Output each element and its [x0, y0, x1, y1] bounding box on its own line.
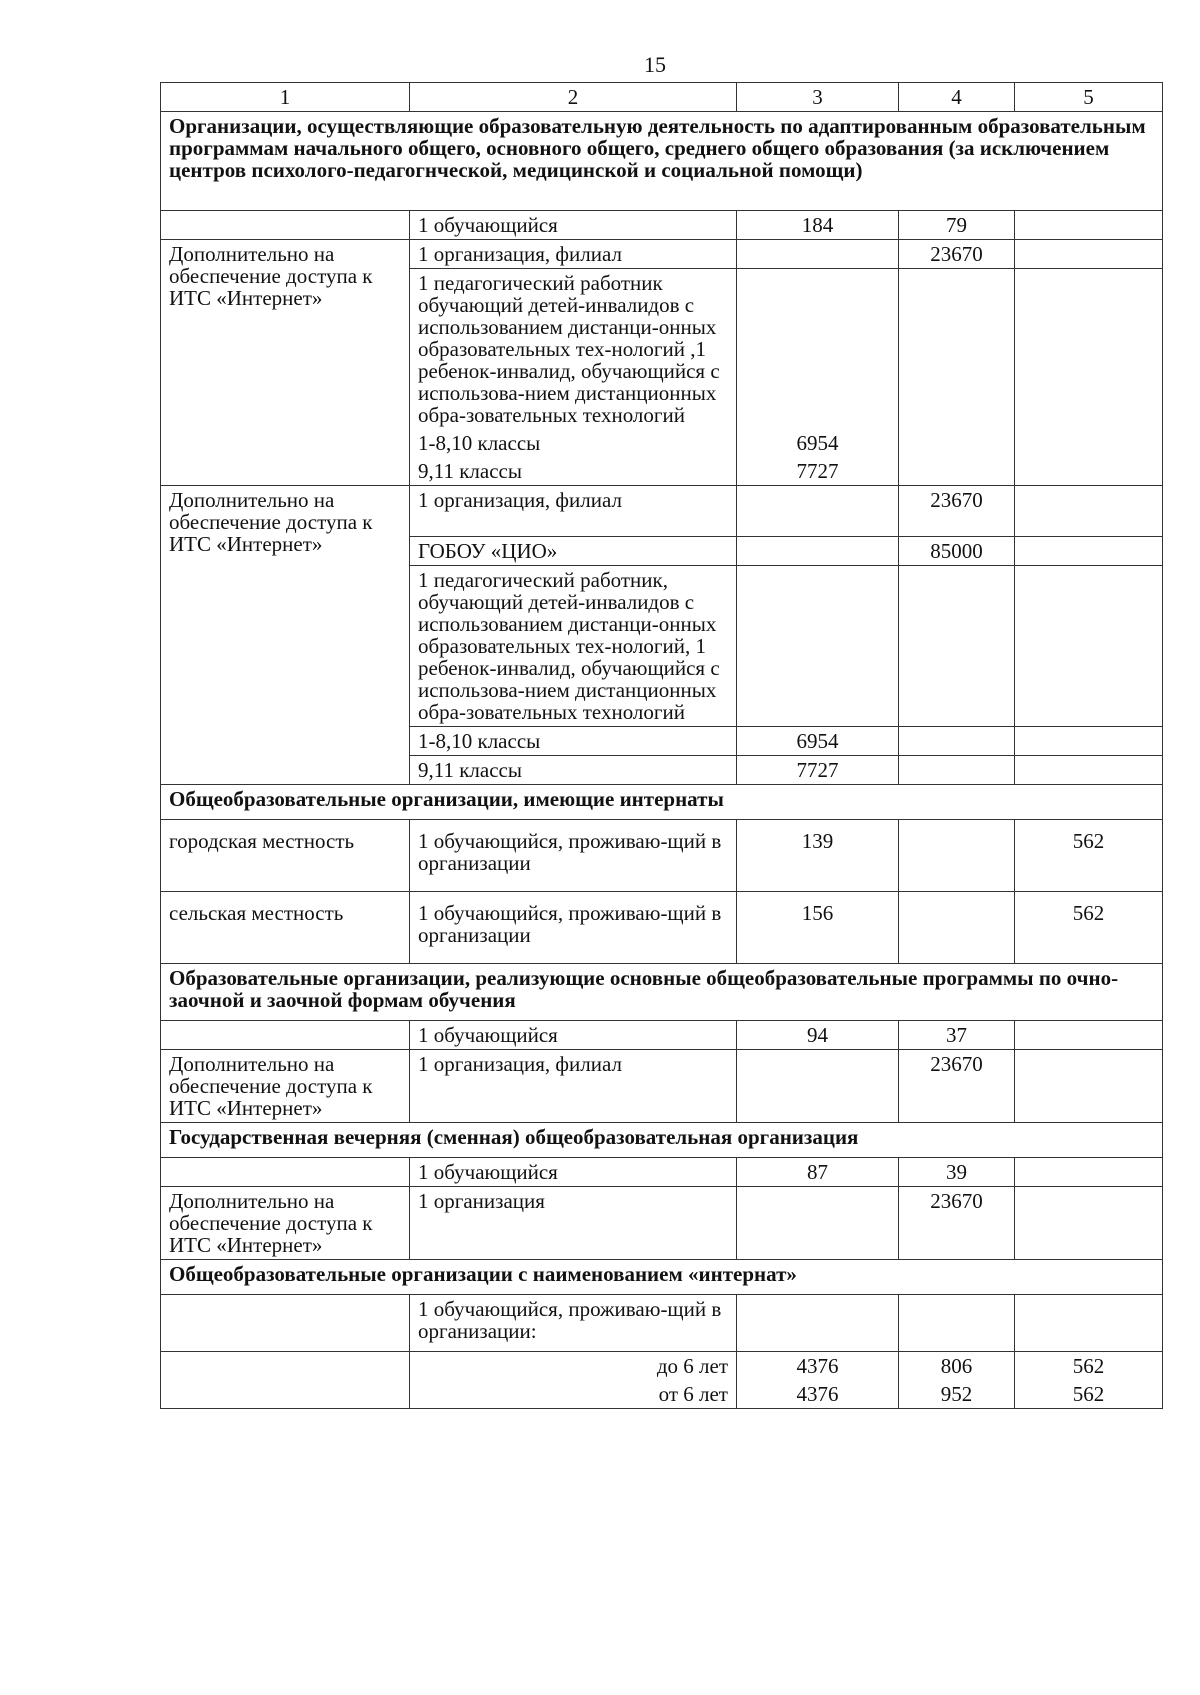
- cell-empty: [1015, 269, 1163, 486]
- cell-empty: [1015, 1187, 1163, 1260]
- cell-col4: 37: [899, 1021, 1015, 1050]
- column-number-row: [161, 83, 1163, 112]
- cell-col3: 156: [737, 892, 899, 964]
- cell-unit: 1 педагогический работник обучающий детей-инвалидов с использованием дистанци-онных образовательных тех-нологий ,1 ребенок-инвалид, обучающийся с использова-нием дистанционных обра-зовательных технологий: [410, 269, 737, 430]
- tariff-table: [160, 82, 1163, 1409]
- cell-col3: 139: [737, 820, 899, 892]
- cell-col4: 79: [899, 211, 1015, 240]
- cell-unit: 1 обучающийся: [410, 1021, 737, 1050]
- section-title: Общеобразовательные организации, имеющие интернаты: [161, 785, 1163, 820]
- page-number: 15: [644, 52, 666, 77]
- cell-label: сельская местность: [161, 892, 410, 964]
- cell-unit: 1-8,10 классы: [410, 727, 737, 756]
- cell-col4: 39: [899, 1158, 1015, 1187]
- cell-empty: [899, 892, 1015, 964]
- cell-col4: 85000: [899, 537, 1015, 566]
- cell-unit: 1 педагогический работник, обучающий детей-инвалидов с использованием дистанци-онных образовательных тех-нологий, 1 ребенок-инвалид, обучающийся с использова-нием дистанционных обра-зовательных технологий: [410, 566, 737, 727]
- cell-empty: [737, 269, 899, 430]
- cell-empty: [899, 756, 1015, 785]
- cell-unit: 1 организация: [410, 1187, 737, 1260]
- cell-unit: до 6 лет: [410, 1352, 737, 1381]
- cell-empty: [1015, 1295, 1163, 1352]
- cell-col5: 562: [1015, 1352, 1163, 1381]
- cell-empty: [737, 537, 899, 566]
- section-title: Образовательные организации, реализующие основные общеобразовательные программы по очно-заочной и заочной формам обучения: [161, 964, 1163, 1021]
- cell-unit: от 6 лет: [410, 1380, 737, 1409]
- column-header-1: 1: [161, 83, 410, 112]
- cell-label: Дополнительно на обеспечение доступа к ИТС «Интернет»: [161, 240, 410, 486]
- cell-empty: [899, 727, 1015, 756]
- table-row: [161, 892, 1163, 964]
- cell-col3: 6954: [737, 429, 899, 457]
- cell-label: Дополнительно на обеспечение доступа к ИТС «Интернет»: [161, 1050, 410, 1123]
- cell-empty: [161, 1158, 410, 1187]
- table-row: [161, 1352, 1163, 1381]
- cell-empty: [1015, 240, 1163, 269]
- table-row: [161, 1021, 1163, 1050]
- section-title: Общеобразовательные организации с наименованием «интернат»: [161, 1260, 1163, 1295]
- cell-col4: 23670: [899, 1050, 1015, 1123]
- cell-col3: 6954: [737, 727, 899, 756]
- cell-empty: [161, 1295, 410, 1352]
- section-row: [161, 1260, 1163, 1295]
- cell-col3: 4376: [737, 1352, 899, 1381]
- cell-empty: [737, 240, 899, 269]
- cell-col4: 806: [899, 1352, 1015, 1381]
- column-header-2: 2: [410, 83, 737, 112]
- cell-empty: [899, 269, 1015, 486]
- cell-unit: 9,11 классы: [410, 756, 737, 785]
- cell-col5: 562: [1015, 1380, 1163, 1409]
- table-row: [161, 820, 1163, 892]
- table-row: [161, 486, 1163, 537]
- cell-col3: 87: [737, 1158, 899, 1187]
- cell-empty: [1015, 537, 1163, 566]
- cell-empty: [161, 1352, 410, 1409]
- cell-col3: 7727: [737, 756, 899, 785]
- column-header-4: 4: [899, 83, 1015, 112]
- cell-empty: [161, 211, 410, 240]
- cell-col4: 23670: [899, 240, 1015, 269]
- table-row: [161, 240, 1163, 269]
- table-row: [161, 211, 1163, 240]
- cell-unit: ГОБОУ «ЦИО»: [410, 537, 737, 566]
- cell-label: Дополнительно на обеспечение доступа к ИТС «Интернет»: [161, 1187, 410, 1260]
- cell-unit: 1 организация, филиал: [410, 486, 737, 537]
- cell-col5: 562: [1015, 820, 1163, 892]
- section-row: [161, 112, 1163, 211]
- cell-empty: [899, 1295, 1015, 1352]
- cell-empty: [899, 820, 1015, 892]
- cell-empty: [899, 566, 1015, 727]
- cell-col3: 7727: [737, 457, 899, 486]
- table-row: [161, 1187, 1163, 1260]
- column-header-5: 5: [1015, 83, 1163, 112]
- section-row: [161, 1123, 1163, 1158]
- cell-empty: [737, 1187, 899, 1260]
- cell-empty: [1015, 727, 1163, 756]
- table-row: [161, 1295, 1163, 1352]
- cell-col4: 23670: [899, 1187, 1015, 1260]
- cell-label: Дополнительно на обеспечение доступа к ИТС «Интернет»: [161, 486, 410, 785]
- cell-col3: 94: [737, 1021, 899, 1050]
- cell-unit: 9,11 классы: [410, 457, 737, 486]
- section-title: Организации, осуществляющие образовательную деятельность по адаптированным образовательным программам начального общего, основного общего, среднего общего образования (за исключением центров психолого-педагогнческой, медицинской и социальной помощи): [161, 112, 1163, 211]
- cell-col3: 4376: [737, 1380, 899, 1409]
- cell-label: городская местность: [161, 820, 410, 892]
- cell-unit: 1 организация, филиал: [410, 240, 737, 269]
- cell-empty: [1015, 486, 1163, 537]
- cell-col3: 184: [737, 211, 899, 240]
- table-row: [161, 1050, 1163, 1123]
- cell-empty: [737, 566, 899, 727]
- cell-col5: 562: [1015, 892, 1163, 964]
- cell-empty: [1015, 756, 1163, 785]
- cell-empty: [1015, 1021, 1163, 1050]
- table-row: [161, 1158, 1163, 1187]
- cell-unit: 1 организация, филиал: [410, 1050, 737, 1123]
- cell-empty: [737, 1295, 899, 1352]
- cell-empty: [737, 486, 899, 537]
- cell-unit: 1-8,10 классы: [410, 429, 737, 457]
- cell-unit: 1 обучающийся, проживаю-щий в организации: [410, 892, 737, 964]
- cell-empty: [1015, 1158, 1163, 1187]
- section-row: [161, 964, 1163, 1021]
- cell-unit: 1 обучающийся, проживаю-щий в организации:: [410, 1295, 737, 1352]
- cell-unit: 1 обучающийся: [410, 1158, 737, 1187]
- cell-empty: [1015, 1050, 1163, 1123]
- cell-unit: 1 обучающийся, проживаю-щий в организации: [410, 820, 737, 892]
- section-title: Государственная вечерняя (сменная) общеобразовательная организация: [161, 1123, 1163, 1158]
- column-header-3: 3: [737, 83, 899, 112]
- cell-empty: [1015, 566, 1163, 727]
- cell-empty: [161, 1021, 410, 1050]
- cell-empty: [1015, 211, 1163, 240]
- cell-col4: 23670: [899, 486, 1015, 537]
- section-row: [161, 785, 1163, 820]
- cell-unit: 1 обучающийся: [410, 211, 737, 240]
- cell-empty: [737, 1050, 899, 1123]
- cell-col4: 952: [899, 1380, 1015, 1409]
